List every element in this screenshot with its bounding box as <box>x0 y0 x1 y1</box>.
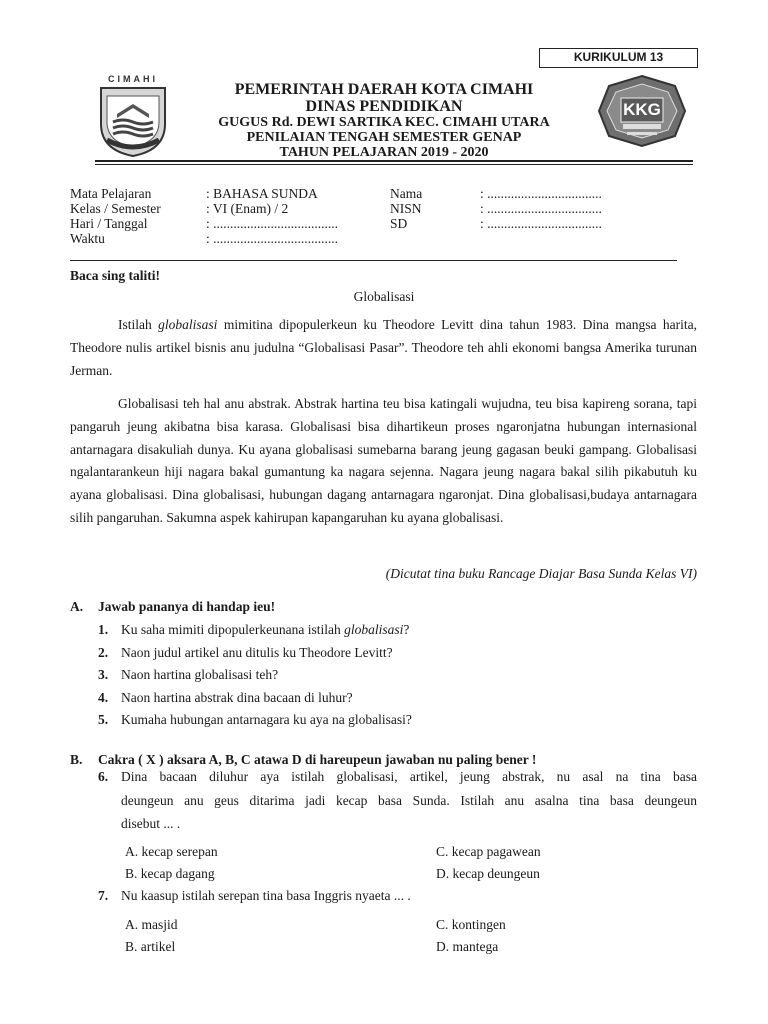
q6-option-d[interactable]: D. kecap deungeun <box>436 866 540 881</box>
q6-text-line-3: disebut ... . <box>121 816 181 831</box>
q3-text: Naon hartina globalisasi teh? <box>121 667 279 682</box>
q6-text-line-1: Dina bacaan diluhur aya istilah globalisasi, artikel, jeung abstrak, nu asal na tina basa <box>121 769 697 784</box>
q4-number: 4. <box>98 690 109 705</box>
q1-text-start: Ku saha mimiti dipopulerkeunana istilah <box>121 622 345 637</box>
header-divider-thin <box>95 164 693 165</box>
name-label: Nama <box>390 186 423 201</box>
q1-text-end: ? <box>403 622 410 637</box>
q7-number: 7. <box>98 888 109 903</box>
school-label: SD <box>390 216 408 231</box>
class-label: Kelas / Semester <box>70 201 161 216</box>
kkg-logo-text: KKG <box>623 100 661 119</box>
time-field[interactable]: : ..................................... <box>206 231 339 246</box>
q6-number: 6. <box>98 769 109 784</box>
q1-emphasis: globalisasi <box>344 622 404 637</box>
header-academic-year: TAHUN PELAJARAN 2019 - 2020 <box>279 145 489 160</box>
nisn-label: NISN <box>390 201 422 216</box>
q7-option-d[interactable]: D. mantega <box>436 939 499 954</box>
time-label: Waktu <box>70 231 105 246</box>
q7-option-a[interactable]: A. masjid <box>125 917 178 932</box>
section-a-letter: A. <box>70 599 84 614</box>
name-field[interactable]: : .................................. <box>480 186 602 201</box>
q6-option-a[interactable]: A. kecap serepan <box>125 844 218 859</box>
header-assessment: PENILAIAN TENGAH SEMESTER GENAP <box>246 130 522 145</box>
section-b-title: Cakra ( X ) aksara A, B, C atawa D di hareupeun jawaban nu paling bener ! <box>98 752 537 767</box>
reading-title: Globalisasi <box>353 289 415 304</box>
q7-option-b[interactable]: B. artikel <box>125 939 176 954</box>
q5-number: 5. <box>98 712 109 727</box>
header-government: PEMERINTAH DAERAH KOTA CIMAHI <box>234 81 534 98</box>
curriculum-badge: KURIKULUM 13 <box>539 48 698 68</box>
subject-value: : BAHASA SUNDA <box>206 186 318 201</box>
header-department: DINAS PENDIDIKAN <box>305 98 463 115</box>
class-value: : VI (Enam) / 2 <box>206 201 289 216</box>
p1-text-start: Istilah <box>118 317 159 332</box>
date-field[interactable]: : ..................................... <box>206 216 339 231</box>
q7-text: Nu kaasup istilah serepan tina basa Inggris nyaeta ... . <box>121 888 411 903</box>
date-label: Hari / Tanggal <box>70 216 148 231</box>
reading-paragraph-2: Globalisasi teh hal anu abstrak. Abstrak hartina teu bisa katingali wujudna, teu bisa kapireng sorana, tapi pangaruh jeung akibatna bisa karasa. Globalisasi bisa dihartikeun proses ngaronjatna hubungan internasional antarnagara disakuliah dunya. Ku ayana globalisasi sumebarna barang jeung gagasan beuki gampang. Globalisasi ngalantarankeun hiji nagara bakal gumantung ka nagara sejenna. Nagara jeung nagara bakal silih pikabutuh ku ayana globalisasi. Dina globalisasi, hubungan dagang antarnagara ngaronjat. Dina globalisasi,budaya antarnagara silih pangaruhan. Sakumna aspek kahirupan kapangaruhan ku ayana globalisasi. <box>70 396 697 525</box>
subject-label: Mata Pelajaran <box>70 186 152 201</box>
identity-divider <box>70 260 677 261</box>
nisn-field[interactable]: : .................................. <box>480 201 602 216</box>
section-b-letter: B. <box>70 752 83 767</box>
q6-option-c[interactable]: C. kecap pagawean <box>436 844 541 859</box>
p1-text-rest: mimitina dipopulerkeun ku Theodore Levitt dina tahun 1983. Dina mangsa harita, Theodore nulis artikel bisnis anu judulna “Globalisasi Pasar”. Theodore teh ahli ekonomi bangsa Amerika turunan Jerman. <box>70 317 697 378</box>
q6-text-line-2: deungeun anu geus ditarima jadi kecap basa Sunda. Istilah anu asalna tina basa deungeun <box>121 793 697 808</box>
header-divider <box>95 160 693 162</box>
q2-number: 2. <box>98 645 109 660</box>
q4-text: Naon hartina abstrak dina bacaan di luhur? <box>121 690 353 705</box>
section-a-title: Jawab pananya di handap ieu! <box>98 599 276 614</box>
q6-option-b[interactable]: B. kecap dagang <box>125 866 215 881</box>
header-cluster: GUGUS Rd. DEWI SARTIKA KEC. CIMAHI UTARA <box>218 115 550 130</box>
p1-emphasis: globalisasi <box>158 317 218 332</box>
logo-city-name: CIMAHI <box>108 74 158 84</box>
school-field[interactable]: : .................................. <box>480 216 602 231</box>
reading-paragraph-1 <box>70 314 697 382</box>
reading-instruction: Baca sing taliti! <box>70 268 160 283</box>
q1-number: 1. <box>98 622 109 637</box>
q2-text: Naon judul artikel anu ditulis ku Theodore Levitt? <box>121 645 393 660</box>
reading-source: (Dicutat tina buku Rancage Diajar Basa Sunda Kelas VI) <box>385 566 697 581</box>
q7-option-c[interactable]: C. kontingen <box>436 917 506 932</box>
q3-number: 3. <box>98 667 109 682</box>
q5-text: Kumaha hubungan antarnagara ku aya na globalisasi? <box>121 712 412 727</box>
q1-text <box>121 622 409 638</box>
